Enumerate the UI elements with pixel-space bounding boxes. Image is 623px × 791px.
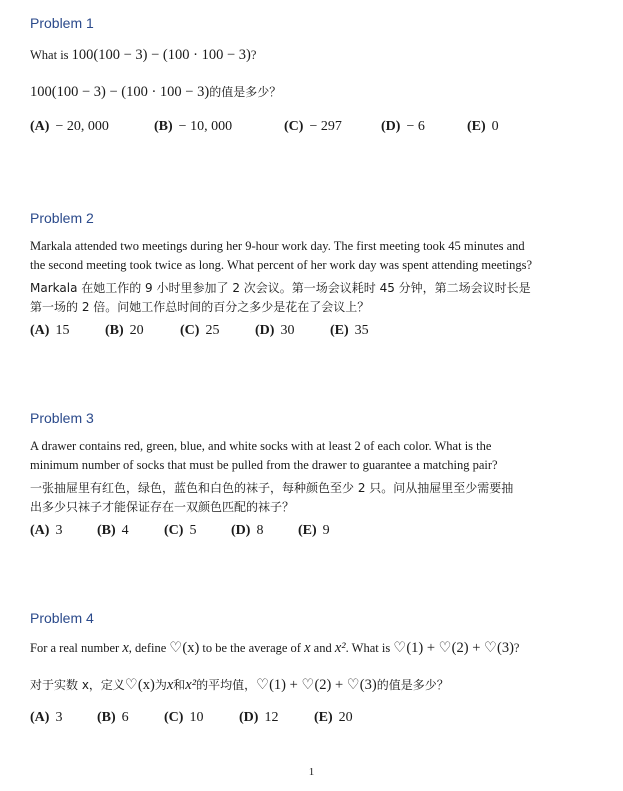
choice-a: (A) 3 [30,523,63,538]
choice-c: (C) 5 [164,523,197,538]
choice-a: (A) 15 [30,323,70,338]
problem-2 [30,209,600,341]
problem-statement-en: What is 100(100 − 3) − (100 · 100 − 3)? [30,47,257,63]
problem-statement-zh: 对于实数 x，定义♡(x)为x和x²的平均值，♡(1) + ♡(2) + ♡(3)的值是多少？ [30,677,449,693]
answer-choices [30,521,600,541]
problem-statement-en-line-1: A drawer contains red, green, blue, and white socks with at least 2 of each color. What is the [30,439,492,453]
choice-c: (C) − 297 [284,119,342,134]
problem-statement-en: For a real number x, define ♡(x) to be the average of x and x². What is ♡(1) + ♡(2) + ♡(3)? [30,640,520,656]
math-expression: ♡(x) [124,677,155,693]
choice-e: (E) 9 [298,523,330,538]
choice-e: (E) 0 [467,119,499,134]
problem-3 [30,409,600,541]
problem-statement-en-line-2: minimum number of socks that must be pulled from the drawer to guarantee a matching pair? [30,458,498,472]
page-number: 1 [308,766,315,778]
choice-a: (A) 3 [30,710,63,725]
problem-4 [30,609,600,728]
problem-statement-zh-line-2: 第一场的 2 倍。问她工作总时间的百分之多少是花在了会议上？ [30,300,370,314]
choice-d: (D) − 6 [381,119,425,134]
choice-b: (B) 20 [105,323,144,338]
math-expression: 100(100 − 3) − (100 · 100 − 3) [71,47,251,63]
math-expression: 100(100 − 3) − (100 · 100 − 3) [30,84,210,100]
problem-title: Problem 1 [30,15,94,31]
choice-e: (E) 35 [330,323,369,338]
problem-statement-zh: 100(100 − 3) − (100 · 100 − 3)的值是多少？ [30,84,282,100]
choice-e: (E) 20 [314,710,353,725]
answer-choices [30,321,600,341]
choice-d: (D) 8 [231,523,264,538]
problem-statement-en-line-2: the second meeting took twice as long. What percent of her work day was spent attending meetings? [30,258,533,272]
problem-title: Problem 2 [30,210,94,226]
choice-b: (B) 4 [97,523,129,538]
choice-b: (B) 6 [97,710,129,725]
problem-statement-en-line-1: Markala attended two meetings during her 9-hour work day. The first meeting took 45 minutes and [30,239,525,253]
choice-a: (A) − 20, 000 [30,119,109,134]
choice-d: (D) 12 [239,710,279,725]
problem-title: Problem 4 [30,610,94,626]
answer-choices [30,708,600,728]
choice-b: (B) − 10, 000 [154,119,233,134]
choice-c: (C) 25 [180,323,220,338]
choice-c: (C) 10 [164,710,204,725]
choice-d: (D) 30 [255,323,295,338]
math-expression: ♡(x) [169,640,200,656]
math-expression: ♡(1) + ♡(2) + ♡(3) [393,640,514,656]
problem-statement-zh-line-1: Markala 在她工作的 9 小时里参加了 2 次会议。第一场会议耗时 45 分钟，第二场会议时长是 [30,281,531,295]
math-expression: ♡(1) + ♡(2) + ♡(3) [256,677,377,693]
answer-choices [30,117,600,137]
problem-statement-zh-line-2: 出多少只袜子才能保证存在一双颜色匹配的袜子？ [30,500,295,514]
problem-title: Problem 3 [30,410,94,426]
problem-statement-zh-line-1: 一张抽屉里有红色，绿色，蓝色和白色的袜子，每种颜色至少 2 只。问从抽屉里至少需要抽 [30,481,514,495]
problem-1 [30,14,600,137]
